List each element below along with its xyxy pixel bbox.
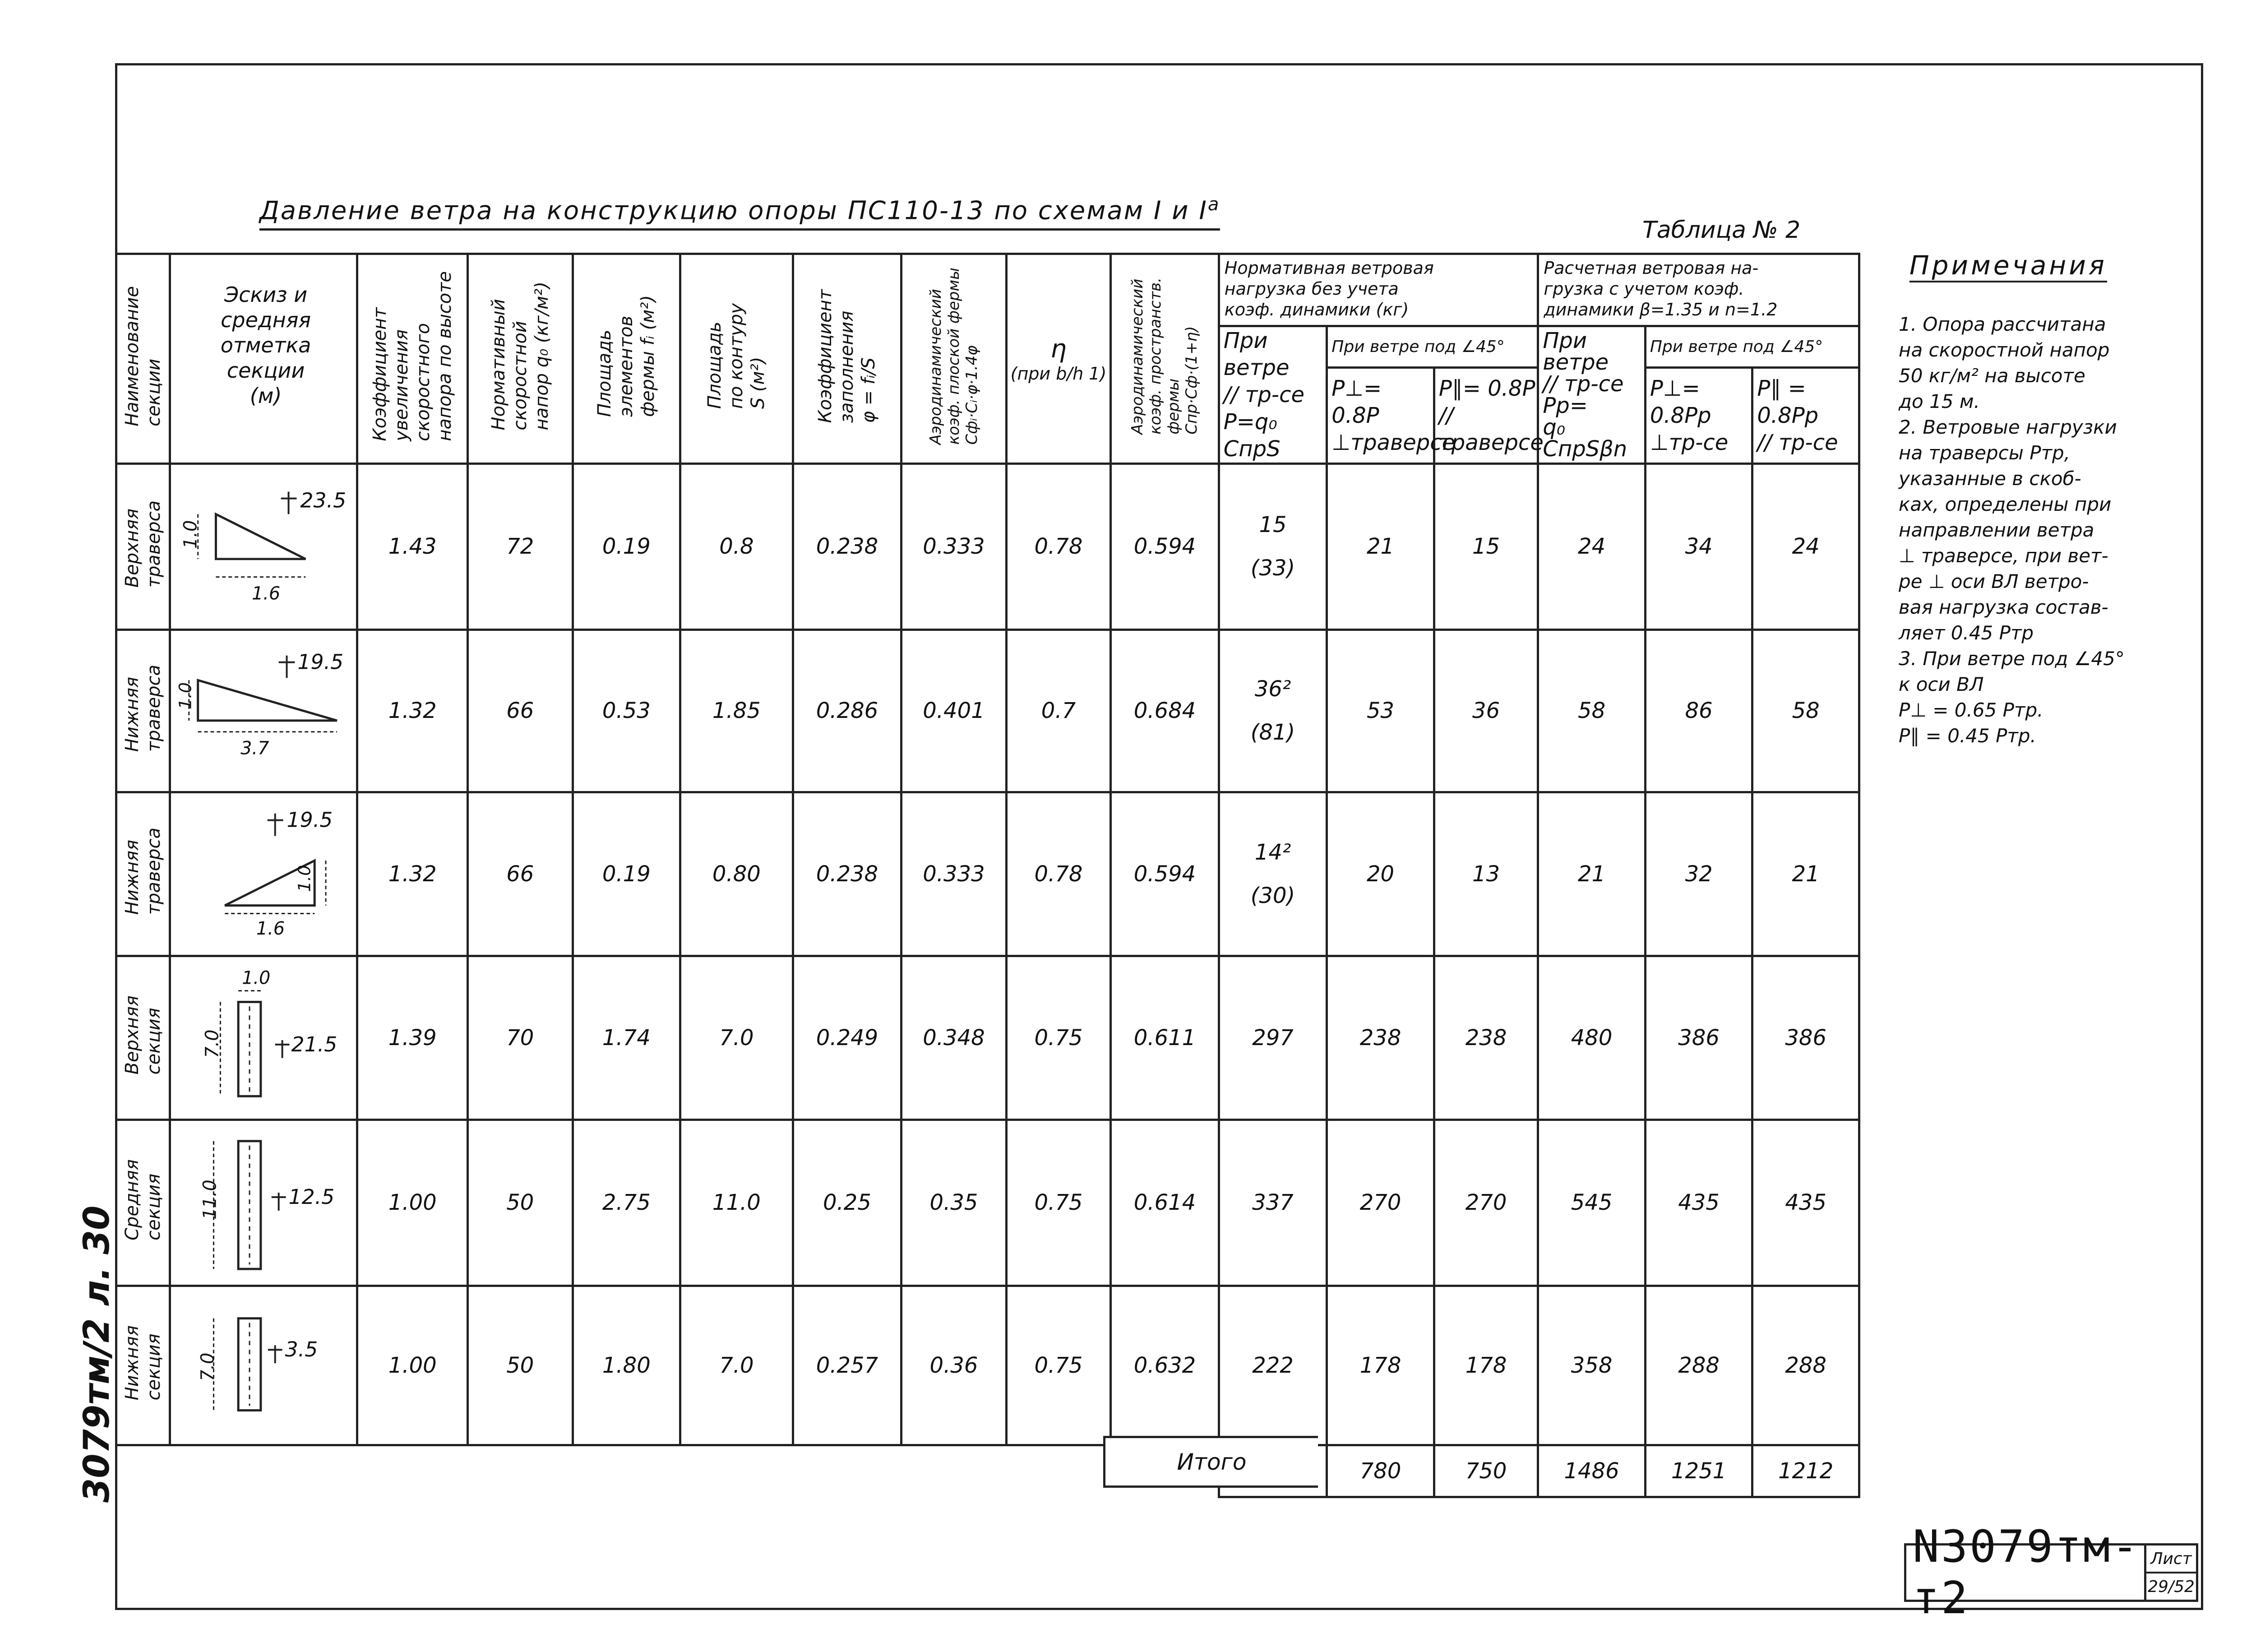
calc-load-par: 21	[1538, 792, 1646, 956]
calc-load-45par-total: 1212	[1752, 1445, 1859, 1497]
hdr-calc-45-par: P∥ = 0.8Pр // тр-се	[1752, 368, 1859, 464]
svg-text:1.0: 1.0	[241, 967, 271, 989]
q0: 50	[468, 1286, 573, 1445]
calc-load-perp: 435	[1645, 1120, 1752, 1286]
section-sketch-icon	[171, 1121, 356, 1285]
hdr-name: Наименование секции	[116, 254, 170, 464]
norm-load-perp-total: 780	[1327, 1445, 1434, 1497]
svg-text:7.0: 7.0	[202, 1029, 223, 1058]
section-name: Средняя секция	[116, 1120, 170, 1286]
section-name: Верхняя секция	[116, 956, 170, 1120]
hdr-norm-group: Нормативная ветровая нагрузка без учета коэф. динамики (кг)	[1219, 254, 1538, 326]
area-contour: 0.80	[680, 792, 793, 956]
svg-text:3.5: 3.5	[285, 1337, 318, 1361]
sheet-label: Лист	[2146, 1546, 2196, 1573]
aero-flat: 0.333	[901, 464, 1007, 630]
norm-load-par: 15 (33)	[1219, 464, 1327, 630]
table-row	[116, 464, 1859, 630]
svg-text:1.0: 1.0	[180, 520, 201, 549]
hdr-norm-45-par: P∥= 0.8P // траверсе	[1434, 368, 1538, 464]
q0: 66	[468, 629, 573, 792]
k-height: 1.00	[357, 1286, 468, 1445]
fill-coef: 0.249	[793, 956, 901, 1120]
area-contour: 7.0	[680, 1286, 793, 1445]
hdr-eta: η (при b/h 1)	[1006, 254, 1110, 464]
area-elements: 1.74	[573, 956, 680, 1120]
norm-load-par: 337	[1219, 1120, 1327, 1286]
side-reference: 3079тм/2 л. 30	[77, 1205, 117, 1503]
section-sketch	[170, 956, 357, 1120]
calc-load-perp: 34	[1645, 464, 1752, 630]
svg-text:3.7: 3.7	[240, 738, 269, 759]
svg-text:1.6: 1.6	[256, 918, 285, 939]
norm-load-45par: 270	[1434, 1120, 1538, 1286]
section-name: Нижняя секция	[116, 1286, 170, 1445]
hdr-calc-par: При ветре // тр-се Pр= q₀ CпрSβn	[1538, 326, 1646, 464]
area-elements: 0.19	[573, 464, 680, 630]
norm-load-45par: 36	[1434, 629, 1538, 792]
total-spacer	[116, 1445, 1219, 1497]
norm-load-perp: 238	[1327, 956, 1434, 1120]
section-sketch-icon	[171, 957, 356, 1119]
aero-flat: 0.36	[901, 1286, 1007, 1445]
hdr-fill: Коэффициент заполнения φ = fᵢ/S	[793, 254, 901, 464]
calc-load-perp: 288	[1645, 1286, 1752, 1445]
header-row-1	[116, 254, 1859, 326]
section-sketch-icon	[171, 1287, 356, 1444]
hdr-norm-par: При ветре // тр-се P=q₀ CпрS	[1219, 326, 1327, 464]
aero-space: 0.594	[1111, 792, 1219, 956]
calc-load-perp: 386	[1645, 956, 1752, 1120]
hdr-area-contour: Площадь по контуру S (м²)	[680, 254, 793, 464]
section-name: Нижняя траверса	[116, 792, 170, 956]
notes-text: 1. Опора рассчитана на скоростной напор 50 кг/м² на высоте до 15 м. 2. Ветровые нагрузки на траверсы Pтр, указанные в скоб- ках, определены при направлении ветра ⊥ траверсе, при вет- ре ⊥ оси ВЛ ветро- вая нагрузка состав- ляет 0.45 Pтр 3. При ветре под ∠45° к оси ВЛ P⊥ = 0.65 Pтр. P∥ = 0.45 Pтр.	[1899, 313, 2125, 747]
calc-load-par: 545	[1538, 1120, 1646, 1286]
calc-load-par: 358	[1538, 1286, 1646, 1445]
k-height: 1.43	[357, 464, 468, 630]
eta: 0.7	[1006, 629, 1110, 792]
calc-load-perp: 86	[1645, 629, 1752, 792]
hdr-calc-45-perp: P⊥= 0.8Pр ⊥тр-се	[1645, 368, 1752, 464]
table-row	[116, 629, 1859, 792]
calc-load-45par: 21	[1752, 792, 1859, 956]
hdr-area-elements: Площадь элементов фермы fᵢ (м²)	[573, 254, 680, 464]
svg-text:1.0: 1.0	[294, 865, 314, 892]
aero-space: 0.594	[1111, 464, 1219, 630]
q0: 72	[468, 464, 573, 630]
area-contour: 1.85	[680, 629, 793, 792]
svg-text:1.0: 1.0	[175, 682, 195, 709]
area-elements: 1.80	[573, 1286, 680, 1445]
section-sketch	[170, 464, 357, 630]
traverse-sketch-icon	[171, 631, 356, 791]
sheet-box	[2144, 1546, 2196, 1600]
k-height: 1.00	[357, 1120, 468, 1286]
eta: 0.78	[1006, 464, 1110, 630]
hdr-aero-space: Аэродинамический коэф. пространств. фермы Cпр·Cф·(1+η)	[1111, 254, 1219, 464]
k-height: 1.32	[357, 792, 468, 956]
calc-load-par: 480	[1538, 956, 1646, 1120]
norm-load-45par: 15	[1434, 464, 1538, 630]
notes-title: Примечания	[1909, 250, 2107, 282]
calc-load-perp: 32	[1645, 792, 1752, 956]
svg-text:11.0: 11.0	[199, 1180, 221, 1220]
total-row	[116, 1445, 1859, 1497]
norm-load-45par: 178	[1434, 1286, 1538, 1445]
svg-text:19.5: 19.5	[287, 808, 333, 832]
drawing-title: Давление ветра на конструкцию опоры ПС110-13 по схемам I и $I^a$	[259, 194, 1220, 231]
calc-load-45par: 58	[1752, 629, 1859, 792]
section-sketch	[170, 792, 357, 956]
aero-space: 0.632	[1111, 1286, 1219, 1445]
svg-text:23.5: 23.5	[300, 488, 346, 513]
wind-load-table	[115, 253, 1860, 1498]
area-contour: 7.0	[680, 956, 793, 1120]
hdr-calc-group: Расчетная ветровая на- грузка с учетом коэф. динамики β=1.35 и n=1.2	[1538, 254, 1859, 326]
hdr-q0: Нормативный скоростной напор q₀ (кг/м²)	[468, 254, 573, 464]
aero-space: 0.611	[1111, 956, 1219, 1120]
norm-load-45par-total: 750	[1434, 1445, 1538, 1497]
table-row	[116, 792, 1859, 956]
fill-coef: 0.238	[793, 464, 901, 630]
aero-flat: 0.401	[901, 629, 1007, 792]
sheet-number: 29/52	[2148, 1577, 2195, 1596]
svg-text:21.5: 21.5	[291, 1032, 337, 1056]
calc-load-par-total: 1486	[1538, 1445, 1646, 1497]
aero-space: 0.614	[1111, 1120, 1219, 1286]
calc-load-par: 58	[1538, 629, 1646, 792]
calc-load-45par: 24	[1752, 464, 1859, 630]
k-height: 1.39	[357, 956, 468, 1120]
norm-load-perp: 20	[1327, 792, 1434, 956]
section-name: Нижняя траверса	[116, 629, 170, 792]
norm-load-par: 14² (30)	[1219, 792, 1327, 956]
fill-coef: 0.257	[793, 1286, 901, 1445]
total-label: Итого	[1103, 1436, 1318, 1488]
eta: 0.78	[1006, 792, 1110, 956]
eta: 0.75	[1006, 956, 1110, 1120]
fill-coef: 0.286	[793, 629, 901, 792]
table-row	[116, 1286, 1859, 1445]
calc-load-45par: 386	[1752, 956, 1859, 1120]
table-number: Таблица № 2	[1642, 217, 1801, 244]
hdr-norm-45-perp: P⊥= 0.8P ⊥траверсе	[1327, 368, 1434, 464]
area-contour: 0.8	[680, 464, 793, 630]
fill-coef: 0.25	[793, 1120, 901, 1286]
document-code: N3079тм-т2	[1913, 1521, 2140, 1624]
q0: 66	[468, 792, 573, 956]
area-contour: 11.0	[680, 1120, 793, 1286]
hdr-sketch: Эскиз и средняя отметка секции (м)	[170, 254, 357, 464]
calc-load-perp-total: 1251	[1645, 1445, 1752, 1497]
svg-text:7.0: 7.0	[197, 1352, 218, 1381]
calc-load-45par: 288	[1752, 1286, 1859, 1445]
fill-coef: 0.238	[793, 792, 901, 956]
svg-text:12.5: 12.5	[288, 1185, 335, 1209]
aero-flat: 0.348	[901, 956, 1007, 1120]
hdr-k-height: Коэффициент увеличения скоростного напора по высоте	[357, 254, 468, 464]
aero-flat: 0.333	[901, 792, 1007, 956]
traverse-sketch-icon	[171, 793, 356, 955]
norm-load-perp: 21	[1327, 464, 1434, 630]
norm-load-perp: 270	[1327, 1120, 1434, 1286]
area-elements: 0.53	[573, 629, 680, 792]
norm-load-par: 36² (81)	[1219, 629, 1327, 792]
aero-space: 0.684	[1111, 629, 1219, 792]
title-stamp	[1904, 1521, 2198, 1624]
table-row	[116, 1120, 1859, 1286]
norm-load-perp: 53	[1327, 629, 1434, 792]
eta: 0.75	[1006, 1120, 1110, 1286]
hdr-norm-45: При ветре под ∠45°	[1327, 326, 1538, 368]
hdr-calc-45: При ветре под ∠45°	[1645, 326, 1859, 368]
norm-load-45par: 238	[1434, 956, 1538, 1120]
traverse-sketch-icon	[171, 465, 356, 629]
table-row	[116, 956, 1859, 1120]
norm-load-par: 222	[1219, 1286, 1327, 1445]
q0: 70	[468, 956, 573, 1120]
section-sketch	[170, 629, 357, 792]
svg-text:1.6: 1.6	[251, 583, 281, 604]
hdr-aero-flat: Аэродинамический коэф. плоской фермы Cфᵢ·Cᵢ·φ·1.4φ	[901, 254, 1007, 464]
k-height: 1.32	[357, 629, 468, 792]
svg-text:19.5: 19.5	[297, 650, 344, 674]
norm-load-45par: 13	[1434, 792, 1538, 956]
section-sketch	[170, 1120, 357, 1286]
aero-flat: 0.35	[901, 1120, 1007, 1286]
section-name: Верхняя траверса	[116, 464, 170, 630]
eta: 0.75	[1006, 1286, 1110, 1445]
norm-load-par: 297	[1219, 956, 1327, 1120]
calc-load-par: 24	[1538, 464, 1646, 630]
calc-load-45par: 435	[1752, 1120, 1859, 1286]
norm-load-perp: 178	[1327, 1286, 1434, 1445]
area-elements: 0.19	[573, 792, 680, 956]
area-elements: 2.75	[573, 1120, 680, 1286]
section-sketch	[170, 1286, 357, 1445]
q0: 50	[468, 1120, 573, 1286]
